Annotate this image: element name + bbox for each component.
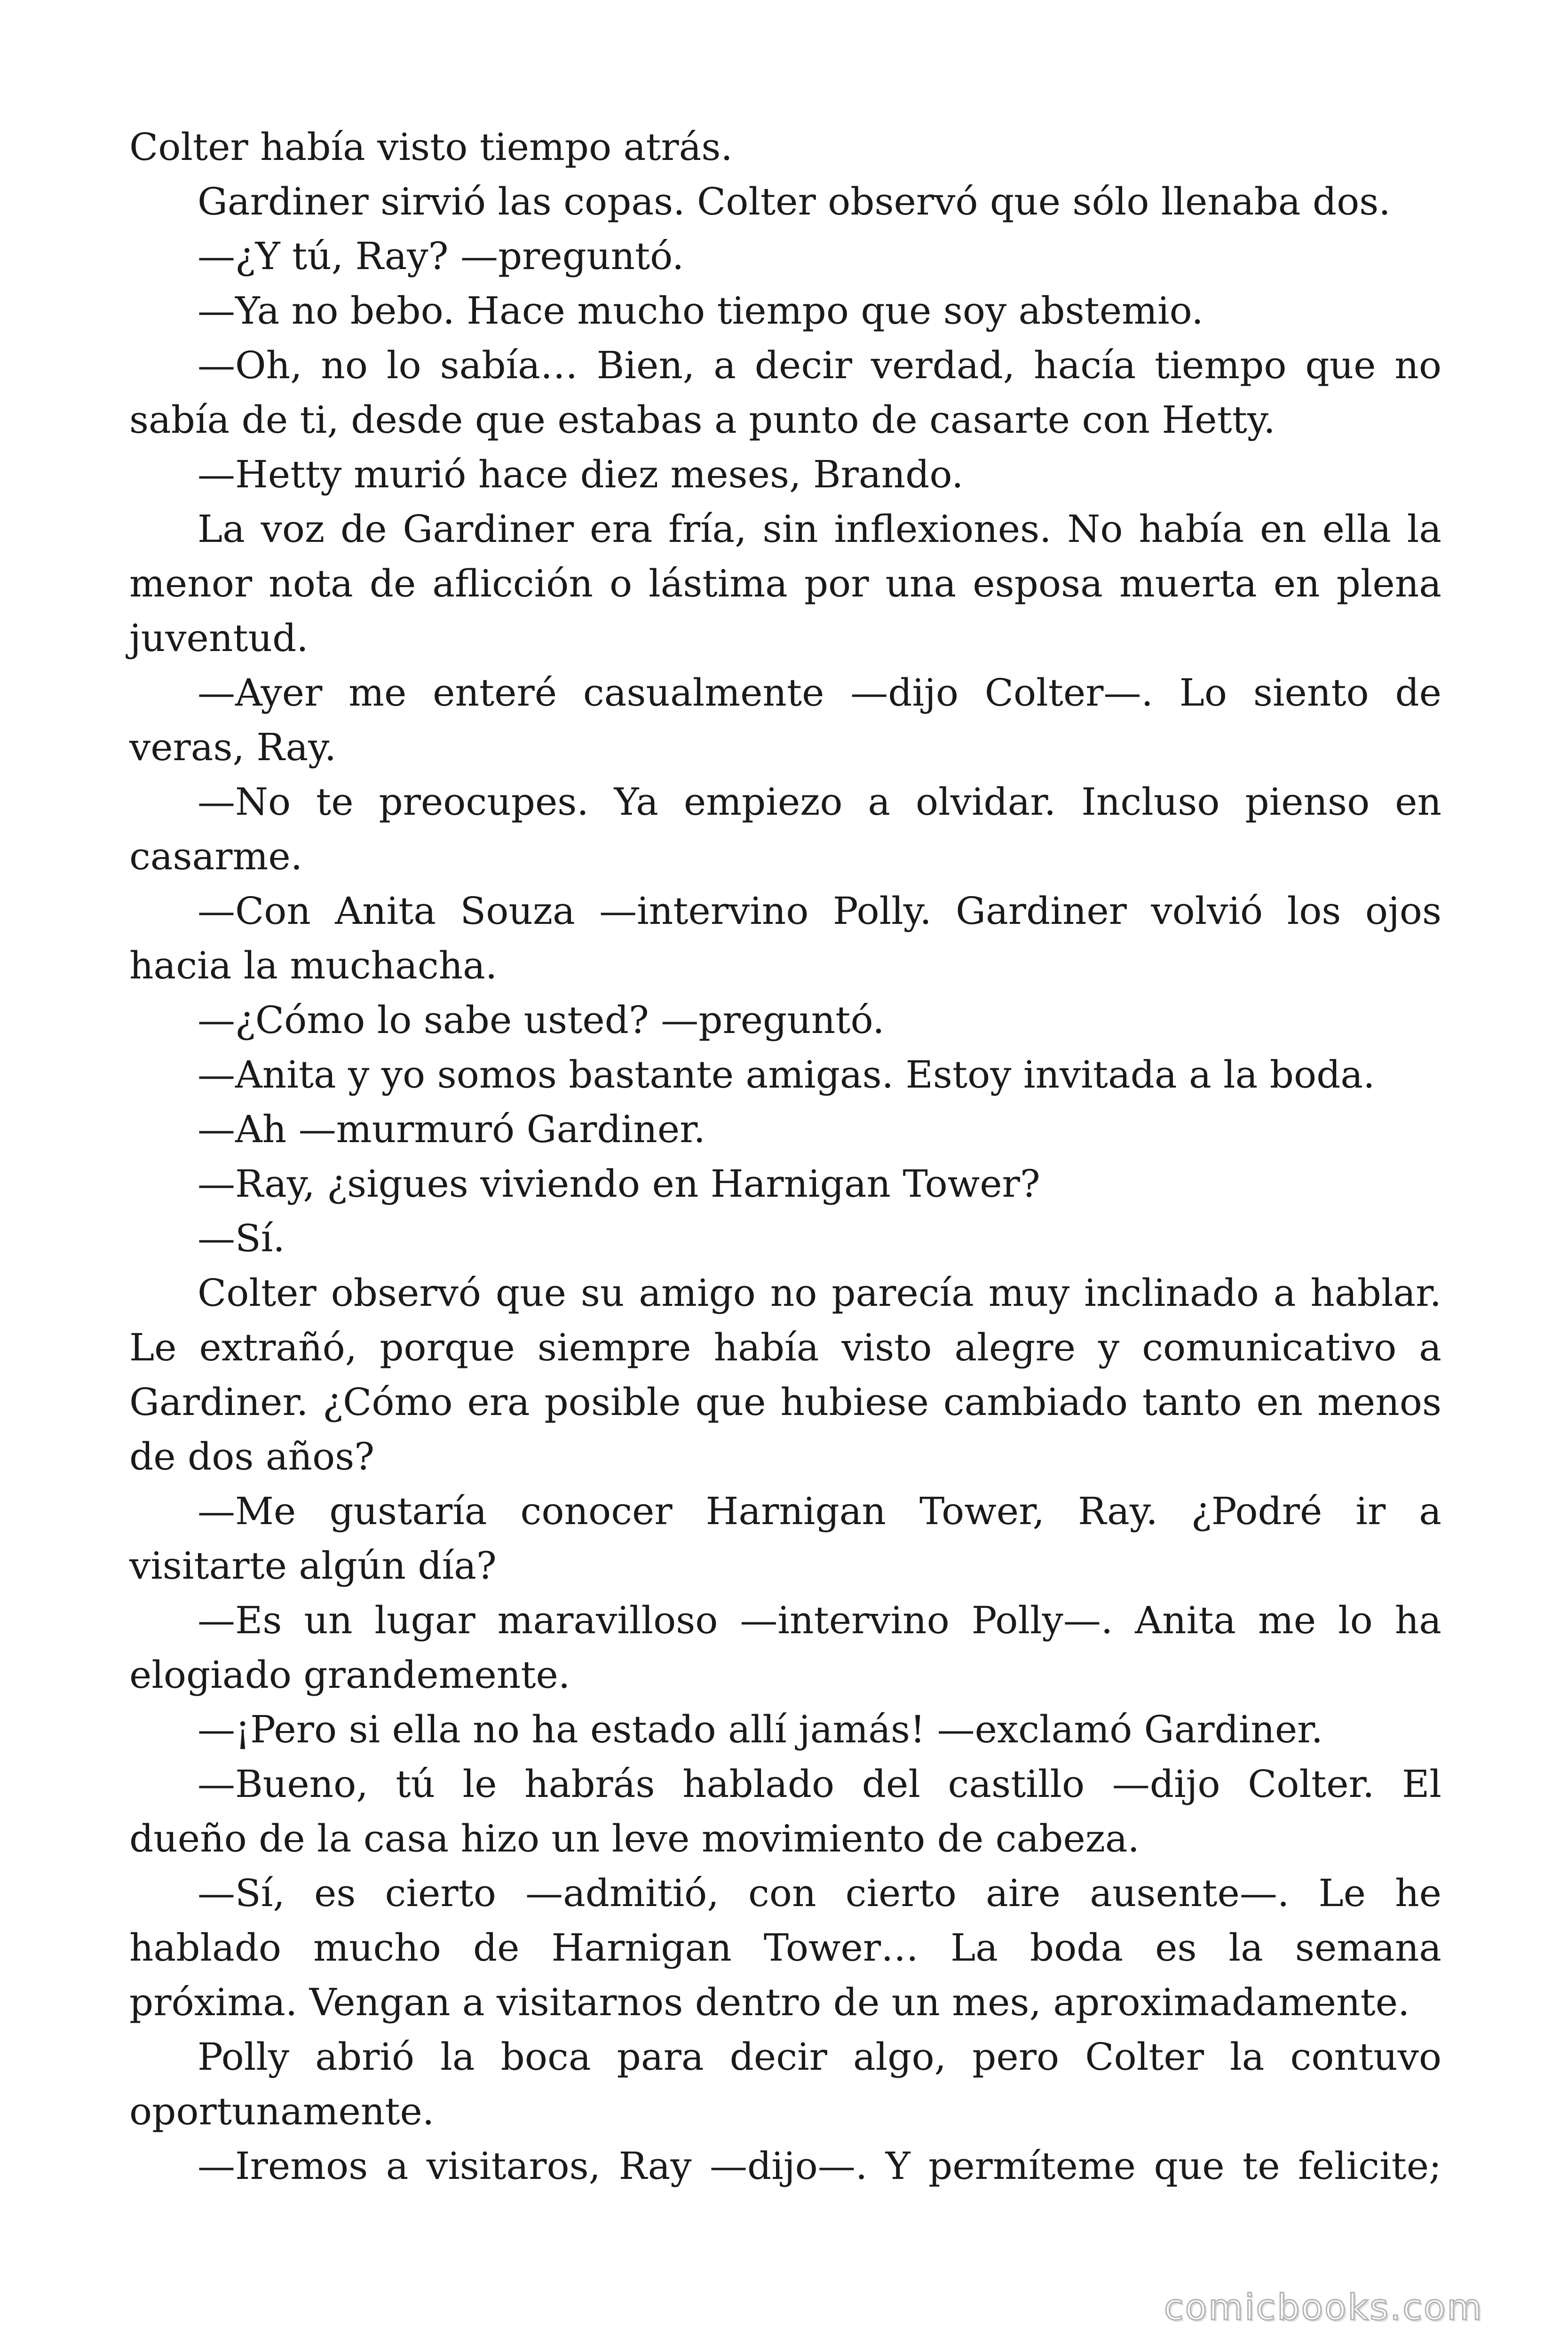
- text-line: —Es un lugar maravilloso —intervino Polly—. Anita me lo ha: [198, 1598, 1441, 1642]
- text-line: —¿Cómo lo sabe usted? —preguntó.: [198, 998, 885, 1042]
- text-line: —Sí.: [198, 1216, 285, 1260]
- text-line: hablado mucho de Harnigan Tower… La boda es la semana: [129, 1926, 1441, 1970]
- text-line: —Hetty murió hace diez meses, Brando.: [198, 453, 964, 496]
- text-line: Gardiner sirvió las copas. Colter observó que sólo llenaba dos.: [198, 180, 1391, 223]
- text-line: Gardiner. ¿Cómo era posible que hubiese cambiado tanto en menos: [129, 1380, 1441, 1424]
- text-line: casarme.: [129, 834, 303, 878]
- text-line: —Me gustaría conocer Harnigan Tower, Ray. ¿Podré ir a: [198, 1489, 1441, 1533]
- text-line: visitarte algún día?: [129, 1544, 497, 1588]
- text-line: —Ayer me enteré casualmente —dijo Colter—. Lo siento de: [198, 671, 1441, 715]
- text-line: oportunamente.: [129, 2090, 435, 2133]
- document-page: [129, 120, 1441, 2237]
- text-line: —Oh, no lo sabía… Bien, a decir verdad, hacía tiempo que no: [198, 343, 1441, 387]
- watermark: comicbooks.com: [1164, 2286, 1483, 2328]
- text-line: —Iremos a visitaros, Ray —dijo—. Y permíteme que te felicite;: [198, 2144, 1441, 2188]
- text-line: hacia la muchacha.: [129, 944, 498, 987]
- text-line: —No te preocupes. Ya empiezo a olvidar. Incluso pienso en: [198, 780, 1441, 824]
- text-line: —Sí, es cierto —admitió, con cierto aire ausente—. Le he: [198, 1871, 1441, 1915]
- text-line: Le extrañó, porque siempre había visto alegre y comunicativo a: [129, 1326, 1441, 1369]
- text-line: elogiado grandemente.: [129, 1653, 570, 1697]
- text-line: Colter observó que su amigo no parecía muy inclinado a hablar.: [198, 1271, 1441, 1315]
- text-line: de dos años?: [129, 1435, 375, 1478]
- text-line: —¿Y tú, Ray? —preguntó.: [198, 234, 684, 278]
- text-line: veras, Ray.: [129, 725, 337, 769]
- text-line: menor nota de aflicción o lástima por una esposa muerta en plena: [129, 562, 1441, 605]
- text-line: —Ya no bebo. Hace mucho tiempo que soy abstemio.: [198, 289, 1204, 333]
- text-line: —Bueno, tú le habrás hablado del castillo —dijo Colter. El: [198, 1762, 1441, 1806]
- text-line: próxima. Vengan a visitarnos dentro de un mes, aproximadamente.: [129, 1980, 1410, 2024]
- text-line: Polly abrió la boca para decir algo, pero Colter la contuvo: [198, 2035, 1441, 2079]
- text-line: dueño de la casa hizo un leve movimiento de cabeza.: [129, 1817, 1140, 1860]
- text-line: —¡Pero si ella no ha estado allí jamás! —exclamó Gardiner.: [198, 1708, 1323, 1751]
- text-line: —Ray, ¿sigues viviendo en Harnigan Tower?: [198, 1162, 1040, 1206]
- text-line: sabía de ti, desde que estabas a punto de casarte con Hetty.: [129, 398, 1275, 442]
- text-line: —Con Anita Souza —intervino Polly. Gardiner volvió los ojos: [198, 889, 1441, 933]
- text-line: juventud.: [129, 616, 309, 660]
- text-line: La voz de Gardiner era fría, sin inflexiones. No había en ella la: [198, 507, 1441, 551]
- text-line: —Anita y yo somos bastante amigas. Estoy invitada a la boda.: [198, 1053, 1375, 1097]
- text-line: —Ah —murmuró Gardiner.: [198, 1107, 705, 1151]
- text-line: Colter había visto tiempo atrás.: [129, 125, 733, 169]
